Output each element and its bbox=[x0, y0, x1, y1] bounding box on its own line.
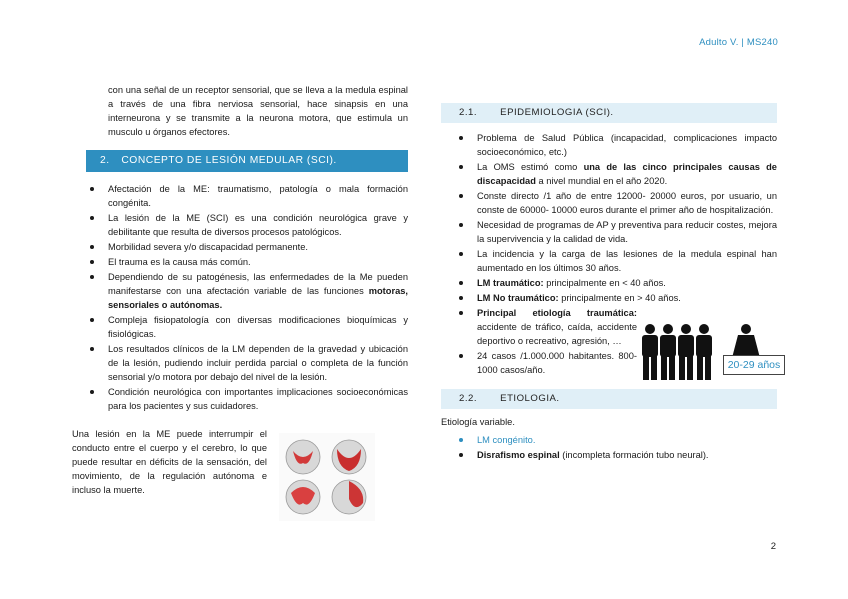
list-item-bold: LM No traumático: bbox=[477, 293, 559, 303]
subsection-2-1-header bbox=[441, 103, 777, 123]
subsection-2-2-header bbox=[441, 389, 777, 409]
concept-bullet-list bbox=[72, 182, 408, 413]
subsection-title: EPIDEMIOLOGIA (SCI). bbox=[500, 107, 614, 118]
subsection-title: ETIOLOGIA. bbox=[500, 393, 560, 404]
etiology-intro: Etiología variable. bbox=[441, 417, 515, 427]
list-item: Condición neurológica con importantes implicaciones socioeconómicas para los pacientes y sus cuidadores. bbox=[72, 385, 408, 413]
lesion-block bbox=[72, 427, 408, 497]
list-item-text: a nivel mundial en el año 2020. bbox=[538, 176, 668, 186]
list-item bbox=[72, 270, 408, 312]
list-item bbox=[441, 291, 777, 305]
page-number: 2 bbox=[770, 541, 776, 552]
list-item: LM congénito. bbox=[441, 433, 777, 447]
right-column bbox=[441, 103, 777, 463]
list-item bbox=[441, 160, 777, 188]
list-item: La lesión de la ME (SCI) es una condición neurológica grave y debilitante que resulta de diversos procesos patológicos. bbox=[72, 211, 408, 239]
list-item-text: principalmente en < 40 años. bbox=[546, 278, 666, 288]
subsection-number: 2.2. bbox=[459, 393, 478, 404]
list-item-bold: Disrafismo espinal bbox=[477, 450, 560, 460]
list-item bbox=[441, 448, 777, 462]
cord-section-bottom-left bbox=[286, 480, 320, 514]
section-title: CONCEPTO DE LESIÓN MEDULAR (SCI). bbox=[121, 155, 337, 166]
section-number: 2. bbox=[100, 155, 110, 166]
list-item-bold: una de las cinco principales causas de discapacidad bbox=[477, 162, 777, 186]
intro-paragraph: con una señal de un receptor sensorial, que se lleva a la medula espinal a través de una fibra nerviosa sensorial, hace sinapsis en una interneurona y se transmite a la neurona motora, que estimula un musculo u órganos efectores. bbox=[108, 85, 408, 137]
list-item-bold: LM traumático: bbox=[477, 278, 544, 288]
list-item-text: (incompleta formación tubo neural). bbox=[562, 450, 709, 460]
age-range-tag: 20-29 años bbox=[723, 355, 785, 375]
running-title: Adulto V. | MS240 bbox=[699, 37, 778, 48]
list-item: La incidencia y la carga de las lesiones de la medula espinal han aumentado en los últimos 30 años. bbox=[441, 247, 777, 275]
list-item: El trauma es la causa más común. bbox=[72, 255, 408, 269]
subsection-number: 2.1. bbox=[459, 107, 478, 118]
list-item: Morbilidad severa y/o discapacidad permanente. bbox=[72, 240, 408, 254]
cord-section-top-left bbox=[286, 440, 320, 474]
list-item-bold: Principal etiología traumática: bbox=[477, 308, 637, 318]
cord-section-top-right bbox=[332, 440, 366, 474]
list-item: Compleja fisiopatología con diversas modificaciones bioquímicas y fisiológicas. bbox=[72, 313, 408, 341]
list-item: 24 casos /1.000.000 habitantes. 800-1000 casos/año. bbox=[441, 349, 637, 377]
list-item: Conste directo /1 año de entre 12000- 20000 euros, por usuario, un conste de 60000- 10000 euros durante el primer año de hospitalización. bbox=[441, 189, 777, 217]
left-column bbox=[72, 83, 408, 497]
list-item-text: Dependiendo de su patogénesis, las enfermedades de la Me pueden manifestarse con una afectación variable de las funciones bbox=[108, 272, 408, 296]
cord-section-bottom-right bbox=[332, 480, 366, 514]
list-item: Afectación de la ME: traumatismo, patología o mala formación congénita. bbox=[72, 182, 408, 210]
spinal-cord-lesion-illustration bbox=[279, 433, 375, 521]
list-item-text: La OMS estimó como bbox=[477, 162, 578, 172]
lesion-paragraph: Una lesión en la ME puede interrumpir el conducto entre el cuerpo y el cerebro, lo que puede resultar en déficits de la sensación, del movimiento, de la regulación autónoma e incluso la muerte. bbox=[72, 429, 267, 495]
section-2-header bbox=[86, 150, 408, 172]
list-item: Problema de Salud Pública (incapacidad, complicaciones impacto socioeconómico, etc.) bbox=[441, 131, 777, 159]
list-item-bold: motoras, sensoriales o autónomas. bbox=[108, 286, 408, 310]
list-item: Los resultados clínicos de la LM dependen de la gravedad y ubicación de la lesión, pudiendo incluir perdida parcial o completa de la función sensorial y/o motora por debajo del nivel de la lesión. bbox=[72, 342, 408, 384]
list-item: Necesidad de programas de AP y preventiva para reducir costes, mejora la supervivencia y la calidad de vida. bbox=[441, 218, 777, 246]
list-item-text: principalmente en > 40 años. bbox=[561, 293, 681, 303]
etiology-list bbox=[441, 433, 777, 462]
list-item-text: accidente de tráfico, caída, accidente deportivo o recreativo, agresión, … bbox=[477, 322, 637, 346]
list-item bbox=[441, 276, 777, 290]
list-item bbox=[441, 306, 637, 348]
